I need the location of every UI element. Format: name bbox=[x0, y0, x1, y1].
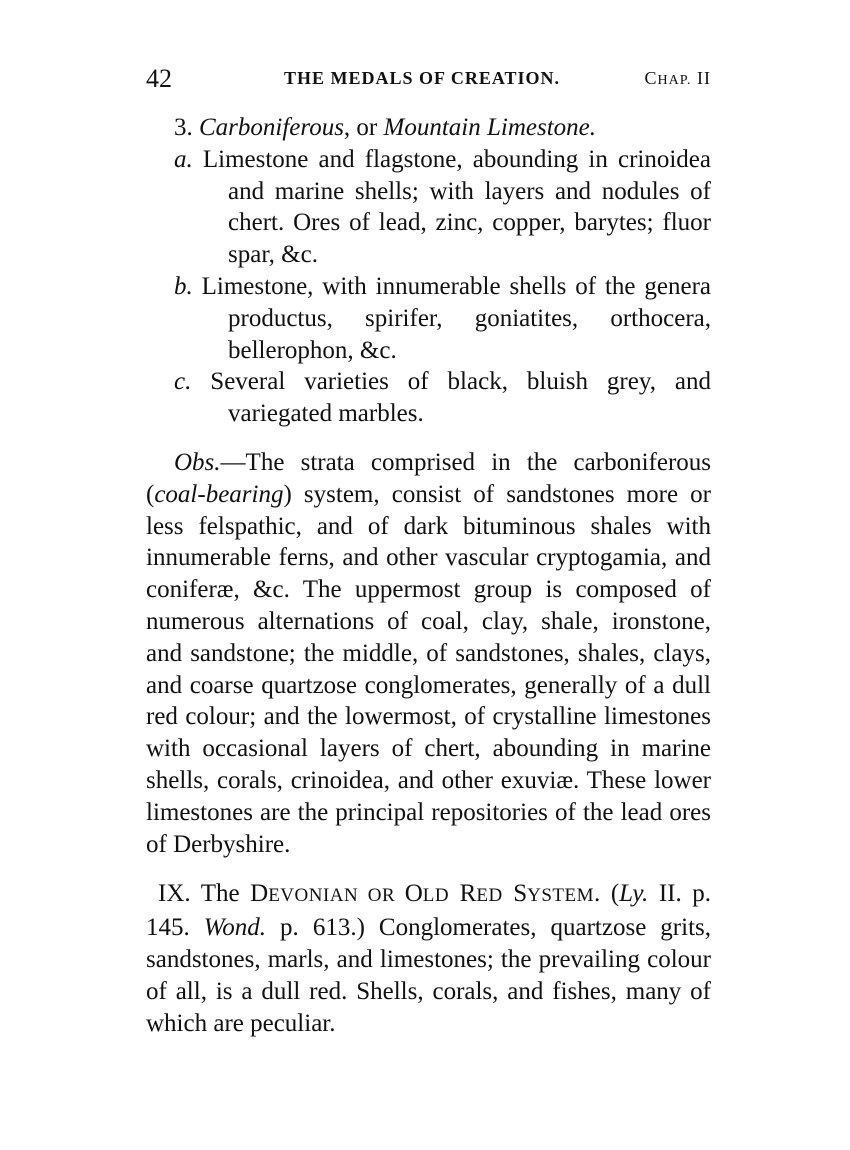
list-item bbox=[146, 271, 711, 366]
reference-italic: Ly. bbox=[619, 880, 649, 908]
heading-number: 3. bbox=[174, 114, 193, 141]
chapter-prefix: C bbox=[644, 68, 658, 88]
observation-paragraph bbox=[146, 447, 711, 860]
heading-connector: , or bbox=[343, 114, 384, 141]
title-cap: O bbox=[404, 880, 423, 908]
list-marker: b. bbox=[174, 272, 193, 300]
list-text: Several varieties of black, bluish grey, and variegated marbles. bbox=[210, 368, 712, 428]
title-smallcaps: LD bbox=[422, 885, 450, 907]
section-body: p. 613.) Conglomerates, quartzose grits, sandstones, marls, and limestones; the prevailing colour of all, is a dull red. Shells, corals, and fishes, many of which are peculiar. bbox=[146, 914, 712, 1037]
heading-title-2: Mountain Limestone. bbox=[383, 114, 596, 141]
title-cap: S bbox=[513, 880, 528, 908]
devonian-section bbox=[146, 878, 711, 1039]
title-smallcaps: EVONIAN bbox=[268, 885, 359, 907]
obs-italic: coal-bearing bbox=[154, 480, 284, 508]
obs-text-start: —The strata comprised in the carboniferous ( bbox=[146, 448, 711, 508]
title-punct: . ( bbox=[594, 880, 620, 908]
list-item bbox=[146, 144, 711, 271]
title-cap: R bbox=[459, 880, 477, 908]
running-head bbox=[146, 64, 711, 94]
title-smallcaps: YSTEM bbox=[527, 885, 595, 907]
obs-label: Obs. bbox=[174, 448, 221, 476]
section-numeral: IX. The bbox=[158, 880, 251, 908]
list-marker: c. bbox=[174, 368, 192, 396]
title-smallcaps: ED bbox=[476, 885, 503, 907]
chapter-number: II bbox=[691, 68, 711, 88]
title-smallcaps: OR bbox=[358, 885, 405, 907]
obs-text-rest: ) system, consist of sandstones more or less felspathic, and of dark bituminous shales with innumerable ferns, and other vascular cryptogamia, and coniferæ, &c. The uppermost group is composed of numerous alternations of coal, clay, shale, ironstone, and sandstone; the middle, of sandstones, shales, clays, and coarse quartzose conglomerates, generally of a dull red colour; and the lowermost, of crystalline limestones with occasional layers of chert, abounding in marine shells, corals, crinoidea, and other exuviæ. These lower limestones are the principal repositories of the lead ores of Derbyshire. bbox=[146, 480, 711, 858]
title-cap: D bbox=[250, 880, 269, 908]
chapter-smallcaps: HAP. bbox=[657, 73, 692, 88]
list-text: Limestone, with innumerable shells of the genera productus, spirifer, goniatites, orthocera, bellerophon, &c. bbox=[201, 272, 712, 364]
heading-title-1: Carboniferous bbox=[199, 114, 344, 141]
body-text bbox=[146, 112, 711, 1039]
book-title: THE MEDALS OF CREATION. bbox=[284, 68, 561, 88]
chapter-label bbox=[645, 68, 711, 89]
list-item bbox=[146, 366, 711, 430]
page-number: 42 bbox=[146, 64, 172, 93]
reference-text: II. p. 145. bbox=[146, 880, 712, 942]
list-marker: a. bbox=[174, 145, 193, 173]
section-heading bbox=[146, 112, 711, 144]
title-space bbox=[449, 880, 460, 907]
reference-italic: Wond. bbox=[203, 914, 267, 942]
list-text: Limestone and flagstone, abounding in crinoidea and marine shells; with layers and nodules of chert. Ores of lead, zinc, copper, barytes; fluor spar, &c. bbox=[202, 145, 711, 269]
title-space bbox=[503, 880, 514, 907]
